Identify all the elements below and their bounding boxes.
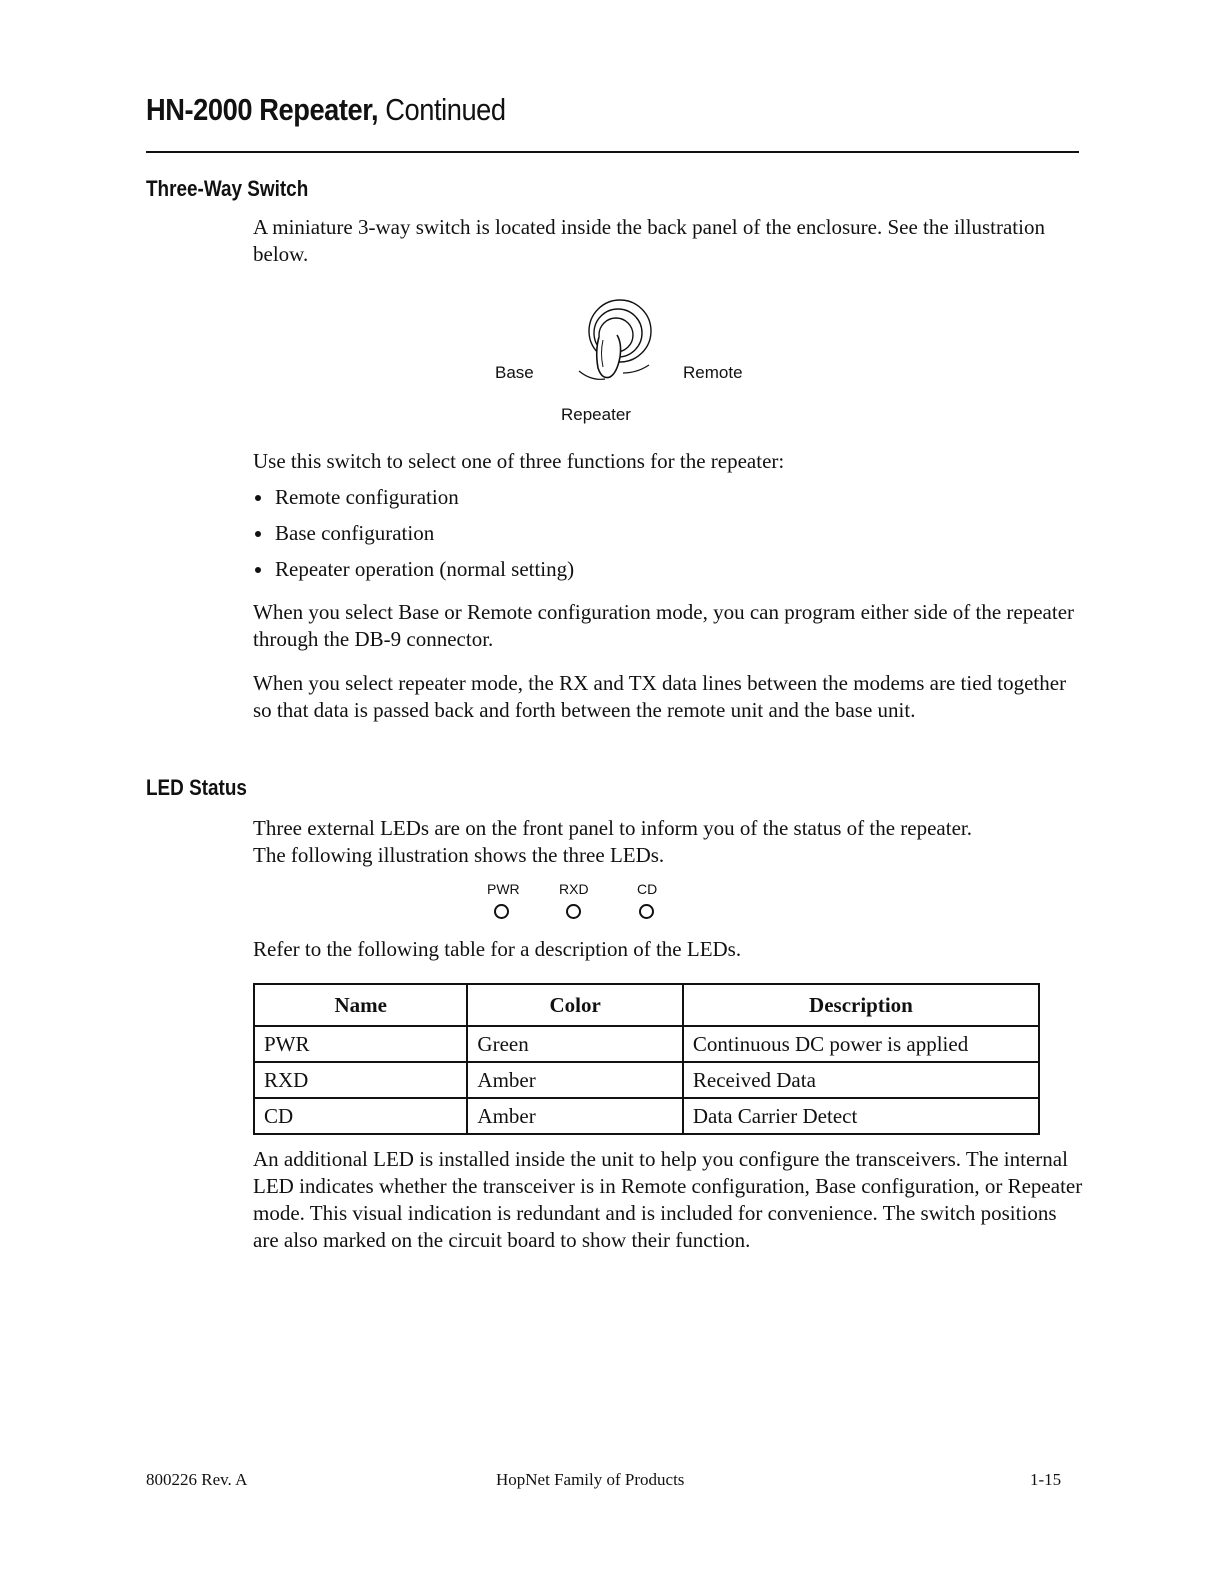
footer-doc-number: 800226 Rev. A <box>146 1470 248 1489</box>
table-cell: PWR <box>254 1026 467 1062</box>
table-header-row <box>254 984 1039 1026</box>
internal-led-paragraph: An additional LED is installed inside the unit to help you configure the transceivers. The internal LED indicates whether the transceiver is in Remote configuration, Base configuration, or Repeater mode. This visual indication is redundant and is included for convenience. The switch positions are also marked on the circuit board to show their function. <box>253 1147 1083 1252</box>
led-label-cd: CD <box>637 881 658 897</box>
switch-label-base: Base <box>495 363 534 382</box>
led-diagram <box>480 881 680 926</box>
footer-page-number: 1-15 <box>1030 1470 1062 1489</box>
led-label-rxd: RXD <box>559 881 589 897</box>
page-title-main: HN-2000 Repeater, <box>146 92 379 127</box>
table-cell: Amber <box>467 1098 682 1134</box>
switch-label-repeater: Repeater <box>561 405 631 424</box>
toggle-switch-icon <box>575 295 655 385</box>
list-item: Repeater operation (normal setting) <box>253 556 953 592</box>
table-cell: Received Data <box>683 1062 1039 1098</box>
pwr-led-icon <box>494 904 509 919</box>
toggle-switch-diagram <box>575 295 655 385</box>
table-cell: Green <box>467 1026 682 1062</box>
table-cell: RXD <box>254 1062 467 1098</box>
table-row <box>254 1062 1039 1098</box>
footer-product-name: HopNet Family of Products <box>496 1470 685 1489</box>
list-item: Remote configuration <box>253 484 953 520</box>
column-header-description: Description <box>683 984 1039 1026</box>
title-rule <box>146 151 1079 153</box>
switch-label-remote: Remote <box>683 363 743 382</box>
switch-function-list <box>253 484 953 592</box>
led-table-refer-text: Refer to the following table for a description of the LEDs. <box>253 937 742 961</box>
repeater-mode-paragraph: When you select repeater mode, the RX and TX data lines between the modems are tied together so that data is passed back and forth between the remote unit and the base unit. <box>253 671 1067 722</box>
table-row <box>254 1098 1039 1134</box>
page-title <box>146 92 506 128</box>
led-label-pwr: PWR <box>487 881 520 897</box>
led-table <box>253 983 1040 1135</box>
rxd-led-icon <box>566 904 581 919</box>
list-item: Base configuration <box>253 520 953 556</box>
table-cell: CD <box>254 1098 467 1134</box>
table-cell: Continuous DC power is applied <box>683 1026 1039 1062</box>
led-status-heading: LED Status <box>146 775 247 800</box>
config-mode-paragraph: When you select Base or Remote configuration mode, you can program either side of the repeater through the DB-9 connector. <box>253 600 1075 651</box>
table-cell: Amber <box>467 1062 682 1098</box>
column-header-name: Name <box>254 984 467 1026</box>
three-way-switch-heading: Three-Way Switch <box>146 176 309 201</box>
table-row <box>254 1026 1039 1062</box>
switch-use-text: Use this switch to select one of three functions for the repeater: <box>253 449 785 473</box>
three-way-switch-intro: A miniature 3-way switch is located inside the back panel of the enclosure. See the illustration below. <box>253 215 1045 266</box>
led-status-intro: Three external LEDs are on the front panel to inform you of the status of the repeater. The following illustration shows the three LEDs. <box>253 816 972 867</box>
page-title-continued: Continued <box>378 92 506 127</box>
cd-led-icon <box>639 904 654 919</box>
column-header-color: Color <box>467 984 682 1026</box>
table-cell: Data Carrier Detect <box>683 1098 1039 1134</box>
